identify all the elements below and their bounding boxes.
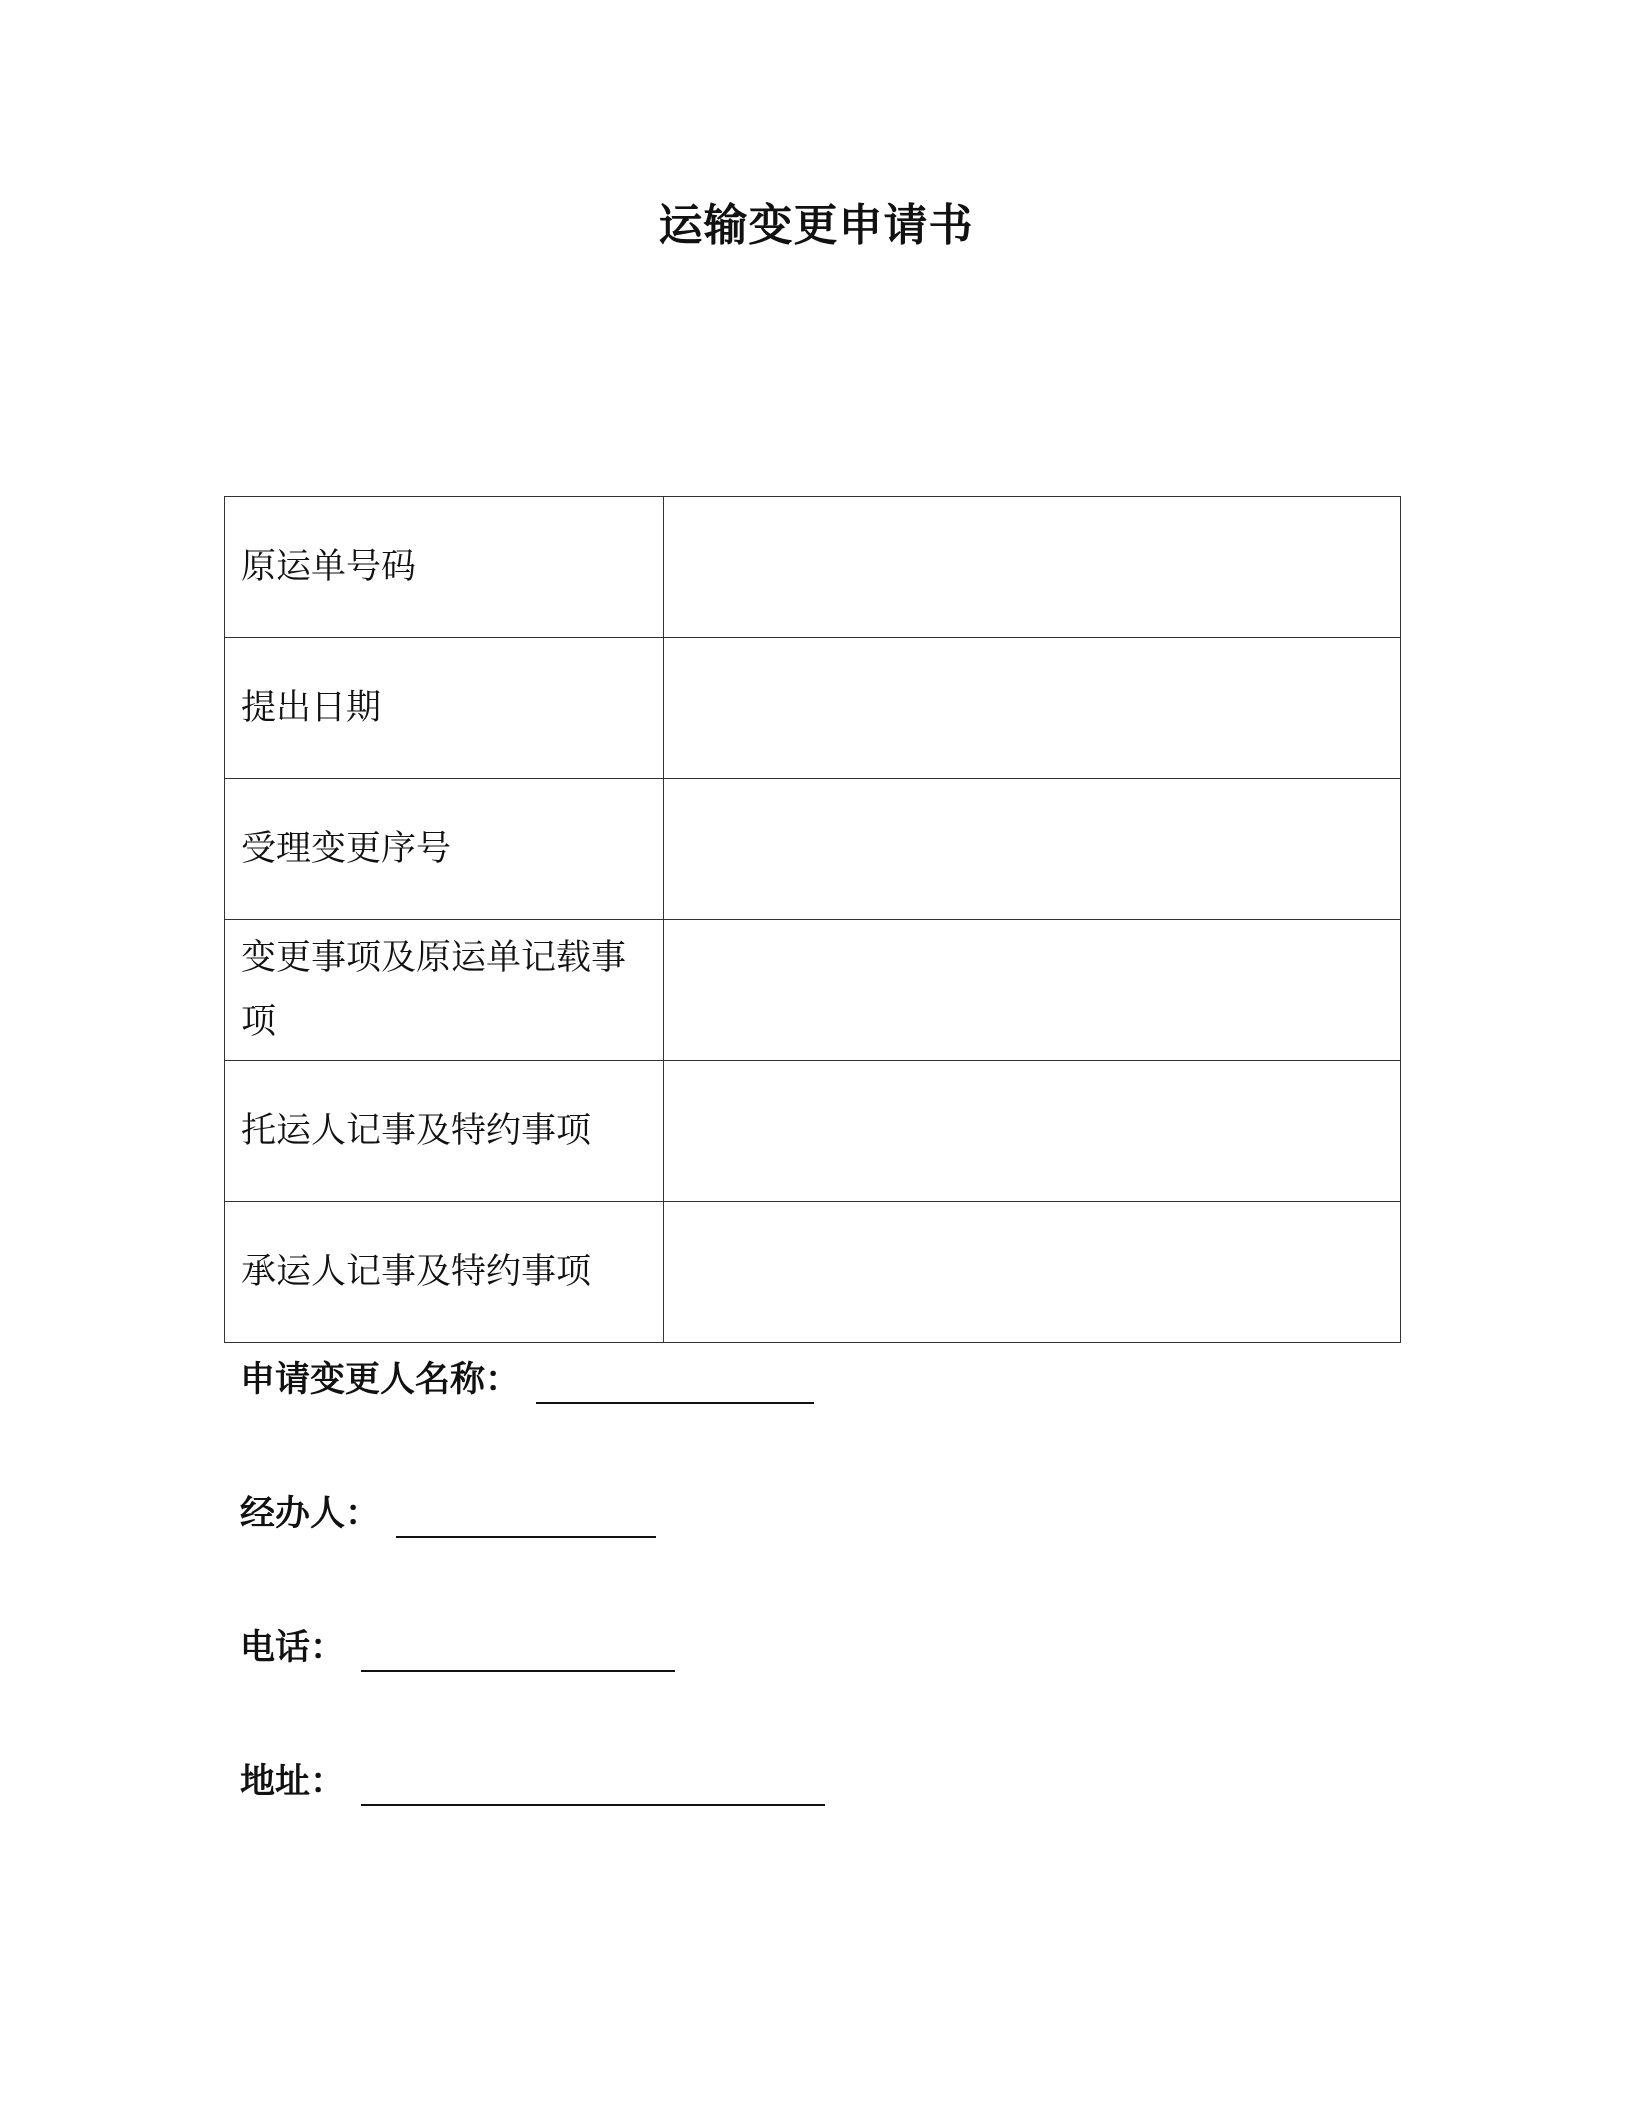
address-field xyxy=(240,1758,825,1806)
table-row xyxy=(225,1061,1401,1202)
row-value-shipper-notes[interactable] xyxy=(664,1061,1401,1202)
phone-blank[interactable] xyxy=(361,1630,675,1672)
document-title: 运输变更申请书 xyxy=(658,200,974,251)
row-label-shipper-notes: 托运人记事及特约事项 xyxy=(225,1061,664,1202)
table-row xyxy=(225,497,1401,638)
row-label-change-serial-number: 受理变更序号 xyxy=(225,779,664,920)
row-value-submission-date[interactable] xyxy=(664,638,1401,779)
handler-label: 经办人： xyxy=(240,1494,381,1534)
address-blank[interactable] xyxy=(361,1764,825,1806)
phone-field xyxy=(240,1624,675,1672)
phone-label: 电话： xyxy=(240,1628,346,1668)
address-label: 地址： xyxy=(240,1762,346,1802)
handler-field xyxy=(240,1490,656,1538)
applicant-name-blank[interactable] xyxy=(536,1362,814,1404)
table-row xyxy=(225,1202,1401,1343)
row-label-change-items: 变更事项及原运单记载事项 xyxy=(225,920,664,1061)
applicant-name-label: 申请变更人名称： xyxy=(240,1360,521,1400)
row-value-change-items[interactable] xyxy=(664,920,1401,1061)
table-row xyxy=(225,638,1401,779)
applicant-name-field xyxy=(240,1356,814,1404)
table-row xyxy=(225,920,1401,1061)
table-row xyxy=(225,779,1401,920)
application-form-table xyxy=(224,496,1401,1343)
row-value-change-serial-number[interactable] xyxy=(664,779,1401,920)
row-label-submission-date: 提出日期 xyxy=(225,638,664,779)
row-label-original-waybill-number: 原运单号码 xyxy=(225,497,664,638)
row-value-original-waybill-number[interactable] xyxy=(664,497,1401,638)
row-label-carrier-notes: 承运人记事及特约事项 xyxy=(225,1202,664,1343)
handler-blank[interactable] xyxy=(396,1496,656,1538)
row-value-carrier-notes[interactable] xyxy=(664,1202,1401,1343)
